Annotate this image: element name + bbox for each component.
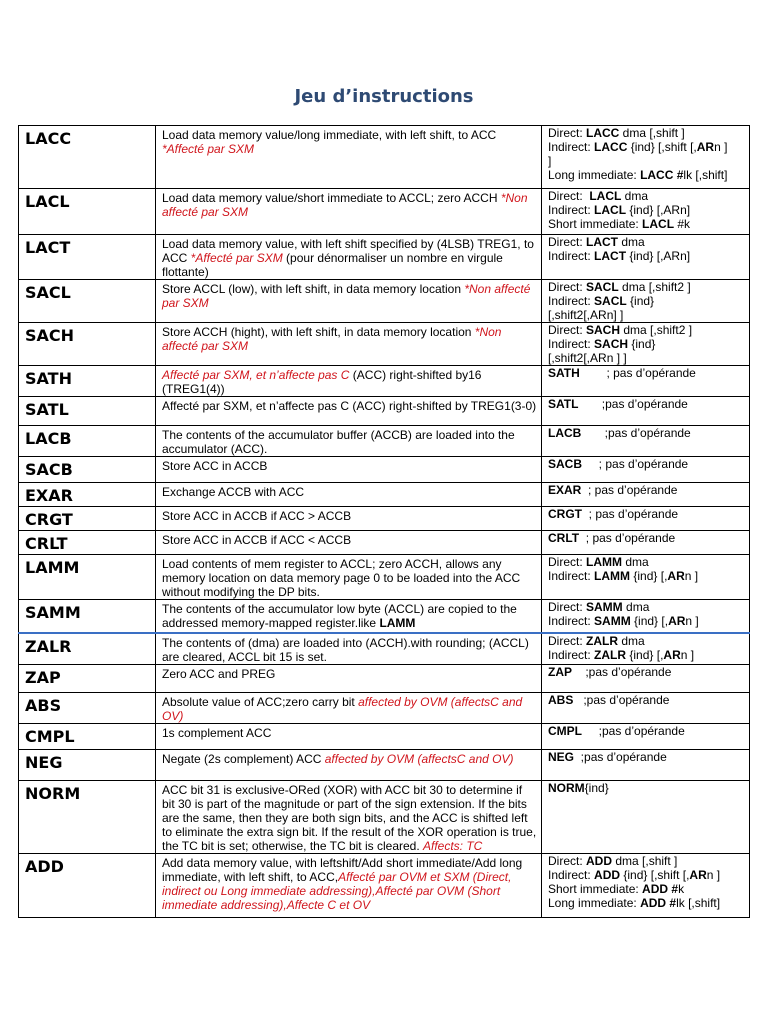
syntax-line [548, 366, 745, 380]
table-row [19, 483, 750, 507]
text-run: Direct: [548, 555, 587, 569]
text-run: Direct: [548, 280, 587, 294]
text-run: dma [618, 633, 645, 648]
description-cell [156, 483, 542, 507]
bold-text: ZALR [586, 633, 619, 648]
description-cell [156, 600, 542, 633]
text-run: Indirect: [548, 337, 595, 351]
description-cell [156, 723, 542, 749]
mnemonic-cell: SACB [19, 457, 156, 483]
text-run: Indirect: [548, 867, 595, 882]
syntax-line [548, 868, 745, 882]
text-run: {ind} [, [626, 647, 664, 662]
syntax-line [548, 140, 745, 154]
instruction-table-body [19, 126, 750, 918]
table-row [19, 235, 750, 280]
table-row [19, 633, 750, 665]
syntax-line [548, 882, 745, 896]
text-run: Load data memory value, with left shift specified by (4LSB) TREG1, to ACC [162, 237, 534, 265]
table-row [19, 692, 750, 723]
bold-text: SAMM [586, 600, 623, 614]
text-run: Store ACC in ACCB [162, 459, 268, 473]
syntax-cell [542, 780, 750, 853]
table-row [19, 323, 750, 366]
syntax-line [548, 781, 745, 795]
text-run: Direct: [548, 600, 587, 614]
highlight-text: *Affecté par SXM [162, 142, 255, 156]
bold-text: SACL [594, 294, 627, 308]
syntax-line [548, 555, 745, 569]
syntax-line [548, 280, 745, 294]
text-run: dma [622, 600, 650, 614]
table-row [19, 555, 750, 600]
bold-text: AR [668, 614, 686, 628]
text-run: [,shift2[,ARn] ] [548, 308, 624, 322]
mnemonic-cell: LAMM [19, 555, 156, 600]
text-run: ;pas d’opérande [582, 723, 685, 738]
bold-text: ADD # [642, 881, 679, 896]
bold-text: LACC [586, 126, 620, 140]
text-run: Short immediate: [548, 881, 643, 896]
bold-text: LACL [589, 189, 622, 203]
bold-text: SACH [594, 337, 629, 351]
syntax-line [548, 569, 745, 583]
text-run: Direct: [548, 126, 587, 140]
text-run: {ind} [,shift [, [620, 867, 690, 882]
syntax-line [548, 531, 745, 545]
table-row [19, 126, 750, 189]
syntax-line [548, 750, 745, 764]
text-run: {ind} [,ARn] [626, 249, 691, 263]
syntax-line [548, 648, 745, 662]
text-run: [,shift2[,ARn ] ] [548, 351, 627, 365]
text-run: Indirect: [548, 203, 595, 217]
description-cell [156, 366, 542, 397]
syntax-cell [542, 323, 750, 366]
mnemonic-cell: ZALR [19, 633, 156, 665]
mnemonic-cell: CRGT [19, 507, 156, 531]
text-run: #k [674, 217, 691, 231]
text-run: lk [,shift] [683, 168, 728, 182]
syntax-line [548, 203, 745, 217]
text-run: n ] [680, 647, 695, 662]
text-run: ;pas d’opérande [574, 749, 667, 764]
text-run: ; pas d’opérande [579, 531, 676, 545]
text-run: dma [,shift ] [619, 126, 685, 140]
mnemonic-cell: LACC [19, 126, 156, 189]
bold-text: AR [663, 647, 681, 662]
description-cell [156, 664, 542, 692]
text-run: {ind} [626, 294, 655, 308]
text-run: The contents of (dma) are loaded into (ACCH).with rounding; (ACCL) are cleared, ACCL bit 15 is set. [162, 635, 529, 664]
text-run: n ] [714, 140, 728, 154]
text-run: ; pas d’opérande [582, 457, 689, 471]
syntax-cell [542, 749, 750, 780]
syntax-line [548, 189, 745, 203]
highlight-text: Affecté par OVM et SXM (Direct, indirect ou Long immediate addressing),Affecté par OVM (Short immediate addressing),Affecte C et OV [162, 869, 512, 912]
syntax-cell [542, 555, 750, 600]
bold-text: LAMM [586, 555, 623, 569]
description-cell [156, 126, 542, 189]
syntax-line [548, 483, 745, 497]
syntax-line [548, 168, 745, 182]
bold-text: ADD [586, 853, 613, 868]
syntax-line [548, 217, 745, 231]
text-run: Absolute value of ACC;zero carry bit [162, 694, 359, 709]
bold-text: AR [689, 867, 707, 882]
bold-text: ZAP [548, 664, 572, 679]
text-run: Load contents of mem register to ACCL; zero ACCH, allows any memory location on data memory page 0 to be loaded into the ACC without modifying the DP bits. [162, 557, 521, 599]
bold-text: NORM [548, 780, 585, 795]
bold-text: ABS [548, 692, 574, 707]
text-run: dma [,shift2 ] [620, 323, 693, 337]
mnemonic-cell: EXAR [19, 483, 156, 507]
text-run: Load data memory value/short immediate to ACCL; zero ACCH [162, 191, 501, 205]
mnemonic-cell: LACL [19, 189, 156, 235]
mnemonic-cell: SATL [19, 397, 156, 426]
syntax-cell [542, 280, 750, 323]
syntax-line [548, 693, 745, 707]
syntax-cell [542, 633, 750, 665]
description-cell [156, 235, 542, 280]
table-row [19, 457, 750, 483]
mnemonic-cell: ABS [19, 692, 156, 723]
text-run: {ind} [584, 780, 609, 795]
text-run: Direct: [548, 633, 587, 648]
text-run: ] [548, 154, 552, 168]
text-run: Add data memory value, with leftshift/Add short immediate/Add long immediate, with left shift, to ACC, [162, 855, 523, 884]
text-run: Short immediate: [548, 217, 643, 231]
mnemonic-cell: LACB [19, 426, 156, 457]
syntax-line [548, 896, 745, 910]
text-run: Indirect: [548, 647, 595, 662]
bold-text: SACB [548, 457, 583, 471]
text-run: (ACC) right-shifted by16 (TREG1(4)) [162, 368, 482, 396]
bold-text: LACC # [640, 168, 684, 182]
bold-text: ZALR [594, 647, 627, 662]
bold-text: LACC [594, 140, 628, 154]
bold-text: SACH [586, 323, 621, 337]
syntax-cell [542, 366, 750, 397]
description-cell [156, 692, 542, 723]
table-row [19, 366, 750, 397]
bold-text: SAMM [594, 614, 631, 628]
table-row [19, 189, 750, 235]
syntax-line [548, 351, 745, 365]
text-run: {ind} [, [630, 569, 668, 583]
text-run: Store ACC in ACCB if ACC > ACCB [162, 509, 352, 523]
text-run: ; pas d’opérande [582, 507, 679, 521]
text-run: lk [,shift] [676, 895, 721, 910]
bold-text: LAMM [379, 616, 416, 630]
text-run: dma [,shift2 ] [618, 280, 691, 294]
description-cell [156, 323, 542, 366]
highlight-text: affected by OVM (affectsC and OV) [324, 751, 514, 766]
syntax-line [548, 337, 745, 351]
text-run: ACC bit 31 is exclusive-ORed (XOR) with ACC bit 30 to determine if bit 30 is part of the magnitude or part of the sign extension. If the bits are the same, then they are both sign bits, and the ACC is shifted left to eliminate the extra sign bit. If the result of the XOR operation is true, the TC bit is set; otherwise, the TC bit is cleared. [162, 782, 537, 853]
description-cell [156, 397, 542, 426]
highlight-text: affected by OVM (affectsC and OV) [162, 694, 523, 723]
text-run: ;pas d’opérande [578, 397, 688, 411]
mnemonic-cell: LACT [19, 235, 156, 280]
description-cell [156, 749, 542, 780]
mnemonic-cell: ADD [19, 853, 156, 917]
syntax-line [548, 323, 745, 337]
text-run: Indirect: [548, 614, 595, 628]
syntax-cell [542, 507, 750, 531]
bold-text: LAMM [594, 569, 631, 583]
bold-text: EXAR [548, 483, 582, 497]
highlight-text: *Non affecté par SXM [162, 325, 502, 353]
table-row [19, 600, 750, 633]
mnemonic-cell: CMPL [19, 723, 156, 749]
bold-text: CMPL [548, 723, 582, 738]
syntax-cell [542, 126, 750, 189]
text-run: {ind} [,shift [, [627, 140, 697, 154]
bold-text: CRGT [548, 507, 582, 521]
text-run: Long immediate: [548, 168, 641, 182]
mnemonic-cell: ZAP [19, 664, 156, 692]
text-run: Direct: [548, 235, 587, 249]
highlight-text: *Affecté par SXM [190, 251, 283, 265]
syntax-cell [542, 457, 750, 483]
text-run: Direct: [548, 323, 587, 337]
mnemonic-cell: SACL [19, 280, 156, 323]
syntax-line [548, 294, 745, 308]
table-row [19, 664, 750, 692]
syntax-line [548, 457, 745, 471]
text-run: dma [618, 235, 645, 249]
text-run: ;pas d’opérande [572, 664, 672, 679]
syntax-line [548, 854, 745, 868]
syntax-cell [542, 483, 750, 507]
mnemonic-cell: CRLT [19, 531, 156, 555]
syntax-line [548, 126, 745, 140]
table-row [19, 749, 750, 780]
mnemonic-cell: SACH [19, 323, 156, 366]
bold-text: SACL [586, 280, 619, 294]
highlight-text: Affecté par SXM, et n’affecte pas C [162, 368, 350, 382]
description-cell [156, 457, 542, 483]
bold-text: LACB [548, 426, 582, 440]
text-run: n ] [685, 614, 699, 628]
description-cell [156, 426, 542, 457]
syntax-line [548, 426, 745, 440]
syntax-cell [542, 723, 750, 749]
description-cell [156, 531, 542, 555]
syntax-cell [542, 531, 750, 555]
text-run: ; pas d’opérande [579, 366, 696, 380]
syntax-line [548, 634, 745, 648]
mnemonic-cell: SAMM [19, 600, 156, 633]
highlight-text: *Non affecté par SXM [162, 191, 528, 219]
text-run: ;pas d’opérande [581, 426, 691, 440]
syntax-line [548, 235, 745, 249]
mnemonic-cell: NEG [19, 749, 156, 780]
text-run: Affecté par SXM, et n’affecte pas C (ACC) right-shifted by TREG1(3-0) [162, 399, 537, 413]
text-run: {ind} [628, 337, 656, 351]
bold-text: LACL [594, 203, 627, 217]
text-run: dma [621, 189, 649, 203]
table-row [19, 426, 750, 457]
text-run: Indirect: [548, 294, 595, 308]
syntax-line [548, 724, 745, 738]
syntax-cell [542, 664, 750, 692]
description-cell [156, 555, 542, 600]
syntax-line [548, 308, 745, 322]
text-run: Zero ACC and PREG [162, 666, 276, 681]
syntax-cell [542, 426, 750, 457]
text-run: The contents of the accumulator buffer (ACCB) are loaded into the accumulator (ACC). [162, 428, 515, 456]
bold-text: LACT [586, 235, 619, 249]
text-run: n ] [706, 867, 721, 882]
syntax-line [548, 600, 745, 614]
text-run: The contents of the accumulator low byte (ACCL) are copied to the addressed memory-mapped register.like [162, 602, 517, 630]
text-run: Exchange ACCB with ACC [162, 485, 305, 499]
table-row [19, 853, 750, 917]
syntax-cell [542, 235, 750, 280]
text-run: Store ACCH (hight), with left shift, in data memory location [162, 325, 475, 339]
description-cell [156, 189, 542, 235]
text-run: Long immediate: [548, 895, 641, 910]
text-run: Direct: [548, 853, 587, 868]
mnemonic-cell: NORM [19, 780, 156, 853]
text-run: (pour dénormaliser un nombre en virgule flottante) [162, 251, 503, 279]
bold-text: SATL [548, 397, 579, 411]
text-run: ; pas d’opérande [581, 483, 678, 497]
description-cell [156, 780, 542, 853]
text-run: Negate (2s complement) ACC [162, 751, 325, 766]
instruction-table [18, 125, 750, 918]
table-row [19, 531, 750, 555]
table-row [19, 507, 750, 531]
text-run: Store ACCL (low), with left shift, in data memory location [162, 282, 465, 296]
bold-text: ADD [594, 867, 621, 882]
text-run: {ind} [, [630, 614, 669, 628]
page-title: Jeu d’instructions [294, 86, 474, 107]
description-cell [156, 853, 542, 917]
bold-text: CRLT [548, 531, 580, 545]
syntax-line [548, 249, 745, 263]
table-row [19, 280, 750, 323]
bold-text: LACL [642, 217, 675, 231]
table-row [19, 780, 750, 853]
bold-text: LACT [594, 249, 627, 263]
text-run: dma [622, 555, 649, 569]
highlight-text: *Non affecté par SXM [162, 282, 531, 310]
text-run: Indirect: [548, 249, 595, 263]
bold-text: SATH [548, 366, 580, 380]
text-run: Load data memory value/long immediate, with left shift, to ACC [162, 128, 497, 142]
syntax-line [548, 614, 745, 628]
syntax-line [548, 507, 745, 521]
text-run: 1s complement ACC [162, 725, 272, 740]
text-run: Direct: [548, 189, 590, 203]
syntax-cell [542, 692, 750, 723]
text-run: Store ACC in ACCB if ACC < ACCB [162, 533, 352, 547]
syntax-cell [542, 397, 750, 426]
syntax-line [548, 665, 745, 679]
text-run: {ind} [,ARn] [626, 203, 691, 217]
description-cell [156, 280, 542, 323]
text-run: k [678, 881, 685, 896]
table-row [19, 723, 750, 749]
text-run: n ] [684, 569, 699, 583]
syntax-line [548, 397, 745, 411]
bold-text: AR [696, 140, 715, 154]
text-run: Indirect: [548, 569, 595, 583]
table-row [19, 397, 750, 426]
text-run: Indirect: [548, 140, 595, 154]
bold-text: AR [667, 569, 685, 583]
description-cell [156, 633, 542, 665]
syntax-cell [542, 600, 750, 633]
syntax-cell [542, 189, 750, 235]
bold-text: NEG [548, 749, 575, 764]
syntax-line [548, 154, 745, 168]
mnemonic-cell: SATH [19, 366, 156, 397]
text-run: ;pas d’opérande [573, 692, 670, 707]
text-run: dma [,shift ] [612, 853, 678, 868]
syntax-cell [542, 853, 750, 917]
description-cell [156, 507, 542, 531]
highlight-text: Affects: TC [423, 838, 483, 853]
bold-text: ADD # [640, 895, 677, 910]
